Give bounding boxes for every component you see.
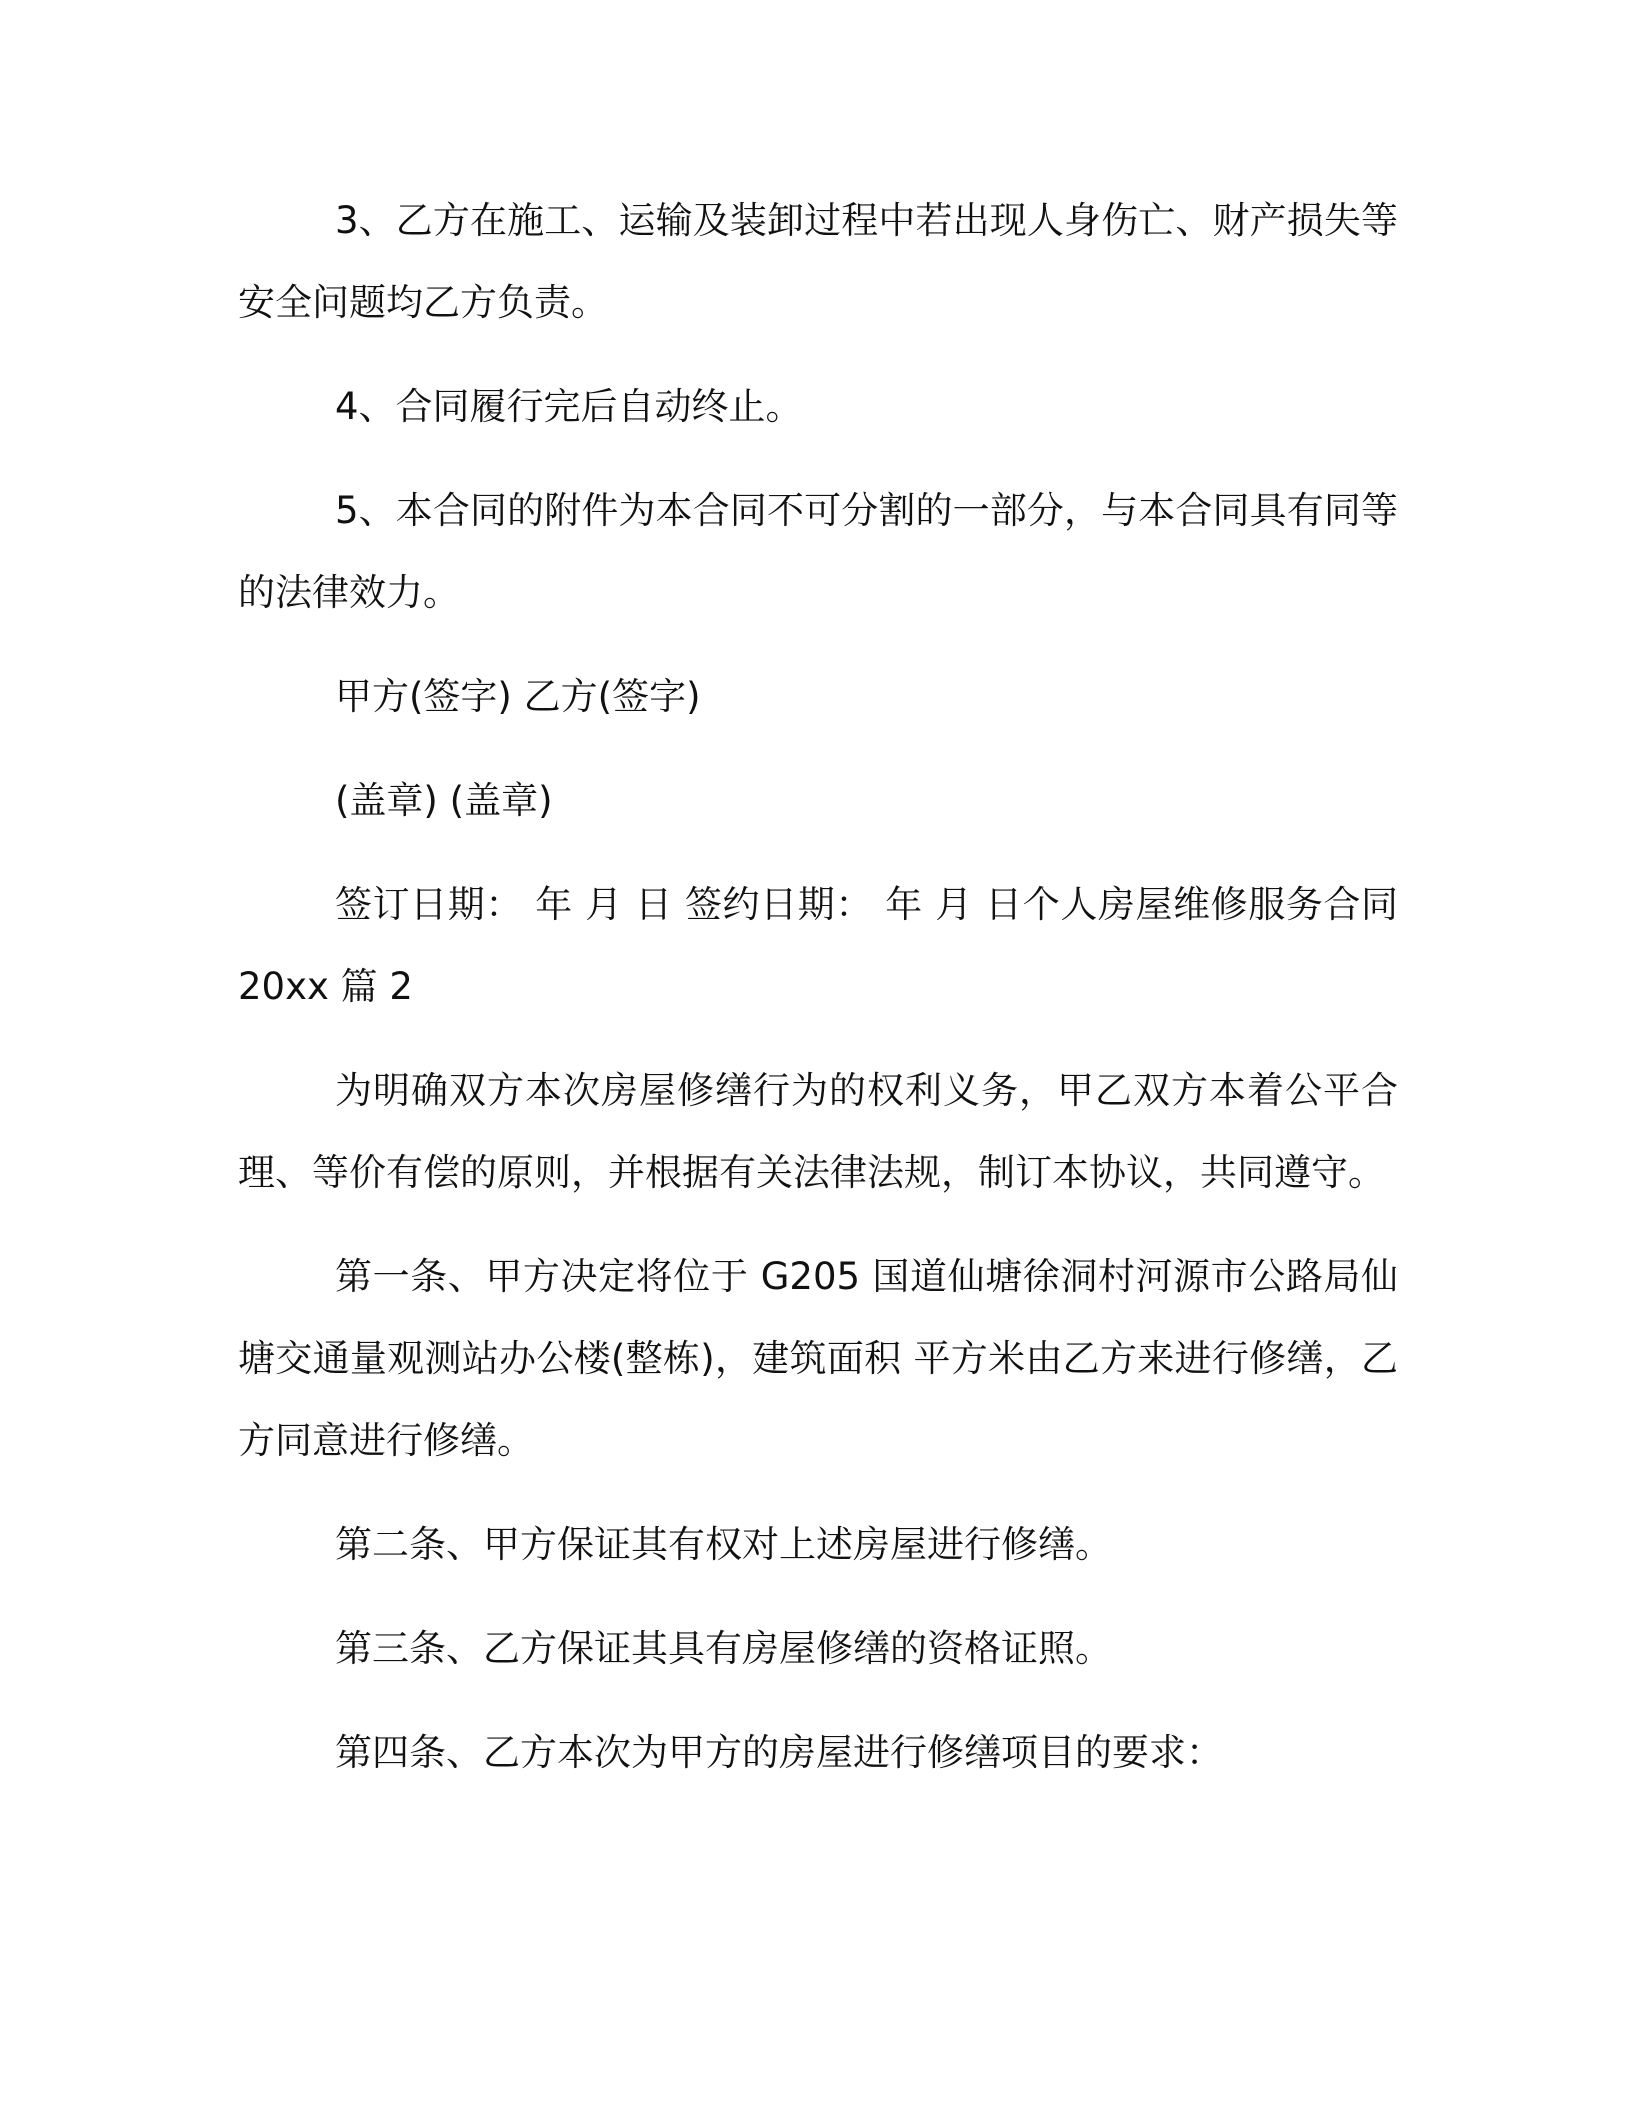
article-4: 第四条、乙方本次为甲方的房屋进行修缮项目的要求： bbox=[335, 1731, 1223, 1774]
clause-4-termination: 4、合同履行完后自动终止。 bbox=[335, 385, 803, 428]
seal-line: (盖章) (盖章) bbox=[335, 779, 553, 822]
clause-5-attachments: 5、本合同的附件为本合同不可分割的一部分，与本合同具有同等的法律效力。 bbox=[238, 489, 1398, 614]
preamble: 为明确双方本次房屋修缮行为的权利义务，甲乙双方本着公平合理、等价有偿的原则，并根据有关法律法规，制订本协议，共同遵守。 bbox=[238, 1069, 1398, 1194]
document-body bbox=[238, 180, 1398, 1816]
clause-3-liability: 3、乙方在施工、运输及装卸过程中若出现人身伤亡、财产损失等安全问题均乙方负责。 bbox=[238, 199, 1398, 324]
article-1: 第一条、甲方决定将位于 G205 国道仙塘徐洞村河源市公路局仙塘交通量观测站办公楼(整栋)，建筑面积 平方米由乙方来进行修缮，乙方同意进行修缮。 bbox=[238, 1255, 1398, 1462]
signing-date-and-title: 签订日期： 年 月 日 签约日期： 年 月 日个人房屋维修服务合同 20xx 篇 2 bbox=[238, 883, 1398, 1008]
article-3: 第三条、乙方保证其具有房屋修缮的资格证照。 bbox=[335, 1627, 1112, 1670]
signature-line: 甲方(签字) 乙方(签字) bbox=[335, 675, 701, 718]
article-2: 第二条、甲方保证其有权对上述房屋进行修缮。 bbox=[335, 1523, 1112, 1566]
